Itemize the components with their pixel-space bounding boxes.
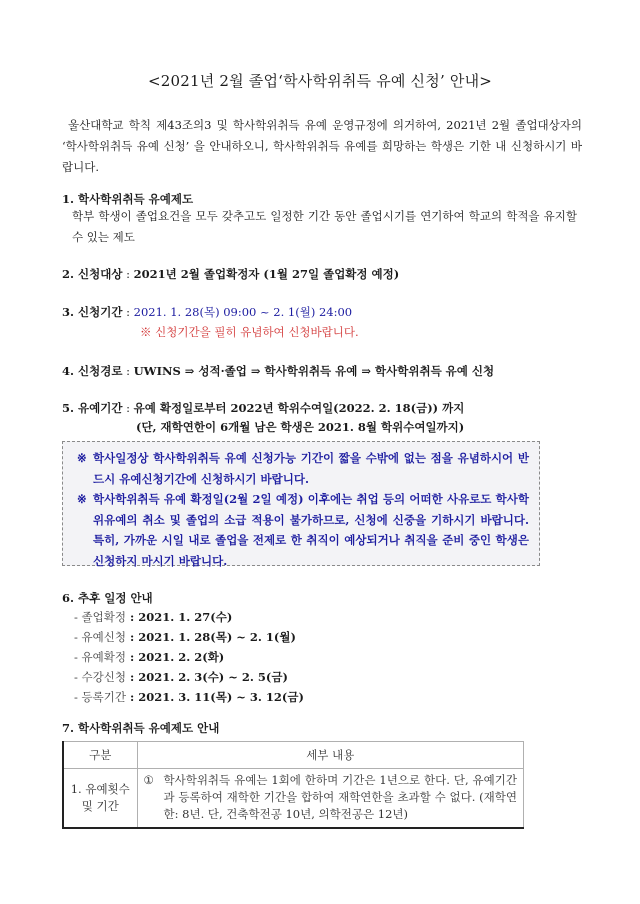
notice-box [62,441,540,566]
schedule-item [74,689,304,705]
section-4 [62,363,494,379]
table-header-category: 구분 [63,742,137,769]
section-6-heading: 6. 추후 일정 안내 [62,591,153,605]
table-cell-detail [137,769,524,829]
section-7-heading: 7. 학사학위취득 유예제도 안내 [62,721,220,735]
schedule-label: - 등록기간 [74,690,126,704]
section-5-value: 유예 확정일로부터 2022년 학위수여일(2022. 2. 18(금)) 까지 [133,401,465,415]
table-cell-category: 1. 유예횟수 및 기간 [63,769,137,829]
section-1-heading: 1. 학사학위취득 유예제도 [62,192,194,206]
detail-text: 학사학위취득 유예는 1회에 한하며 기간은 1년으로 한다. 단, 유예기간과 등록하여 재학한 기간을 합하여 재학연한을 초과할 수 없다. (재학연한: 8년. 단, 건축학전공 10년, 의학전공은 12년) [163,773,517,821]
table-row [63,769,524,829]
schedule-item [74,609,232,625]
intro-paragraph: 울산대학교 학칙 제43조의3 및 학사학위취득 유예 운영규정에 의거하여, 2021년 2월 졸업대상자의 ‘학사학위취득 유예 신청’ 을 안내하오니, 학사학위취득 유예를 희망하는 학생은 기한 내 신청하시기 바랍니다. [62,118,582,174]
section-2-value: 2021년 2월 졸업확정자 (1월 27일 졸업확정 예정) [133,267,400,281]
section-4-label: 4. 신청경로 [62,364,123,378]
notice-item [77,489,529,571]
section-5-note: (단, 재학연한이 6개월 남은 학생은 2021. 8월 학위수여일까지) [136,420,465,434]
section-3-warning: ※ 신청기간을 필히 유념하여 신청바랍니다. [140,325,359,339]
table-header-detail: 세부 내용 [137,742,524,769]
schedule-date: : 2021. 2. 3(수) ~ 2. 5(금) [125,670,288,684]
section-4-value: UWINS ⇒ 성적·졸업 ⇒ 학사학위취득 유예 ⇒ 학사학위취득 유예 신청 [133,364,495,378]
section-3-value: 2021. 1. 28(목) 09:00 ~ 2. 1(월) 24:00 [133,305,353,319]
schedule-label: - 유예확정 [74,650,126,664]
circled-number: ① [143,773,154,787]
schedule-label: - 졸업확정 [74,610,126,624]
section-4-sep: : [122,364,134,378]
schedule-date: : 2021. 3. 11(목) ~ 3. 12(금) [125,690,304,704]
section-2-sep: : [122,267,134,281]
notice-text: 학사일정상 학사학위취득 유예 신청가능 기간이 짧을 수밖에 없는 점을 유념하시어 반드시 유예신청기간에 신청하시기 바랍니다. [93,451,529,486]
reference-mark-icon: ※ [77,451,87,465]
section-5-label: 5. 유예기간 [62,401,123,415]
schedule-label: - 유예신청 [74,630,126,644]
schedule-item [74,649,224,665]
reference-mark-icon: ※ [77,492,87,506]
section-3 [62,304,352,320]
schedule-date: : 2021. 2. 2(화) [125,650,225,664]
schedule-date: : 2021. 1. 28(목) ~ 2. 1(월) [125,630,296,644]
section-5 [62,400,464,416]
page-title: <2021년 2월 졸업‘학사학위취득 유예 신청’ 안내> [147,72,493,90]
section-3-sep: : [122,305,134,319]
section-2-label: 2. 신청대상 [62,267,123,281]
section-2 [62,266,399,282]
schedule-date: : 2021. 1. 27(수) [125,610,233,624]
section-5-sep: : [122,401,134,415]
table-header-row [63,742,524,769]
notice-text: 학사학위취득 유예 확정일(2월 2일 예정) 이후에는 취업 등의 어떠한 사유로도 학사학위유예의 취소 및 졸업의 소급 적용이 불가하므로, 신청에 신중을 기하시기 바랍니다. 특히, 가까운 시일 내로 졸업을 전제로 한 취직이 예상되거나 취직을 준비 중인 학생은 신청하지 마시기 바랍니다. [93,492,529,568]
section-3-label: 3. 신청기간 [62,305,123,319]
section-1-body: 학부 학생이 졸업요건을 모두 갖추고도 일정한 기간 동안 졸업시기를 연기하여 학교의 학적을 유지할 수 있는 제도 [72,209,577,244]
notice-item [77,448,529,489]
schedule-item [74,669,288,685]
schedule-item [74,629,296,645]
deferral-info-table [62,741,524,829]
schedule-label: - 수강신청 [74,670,126,684]
